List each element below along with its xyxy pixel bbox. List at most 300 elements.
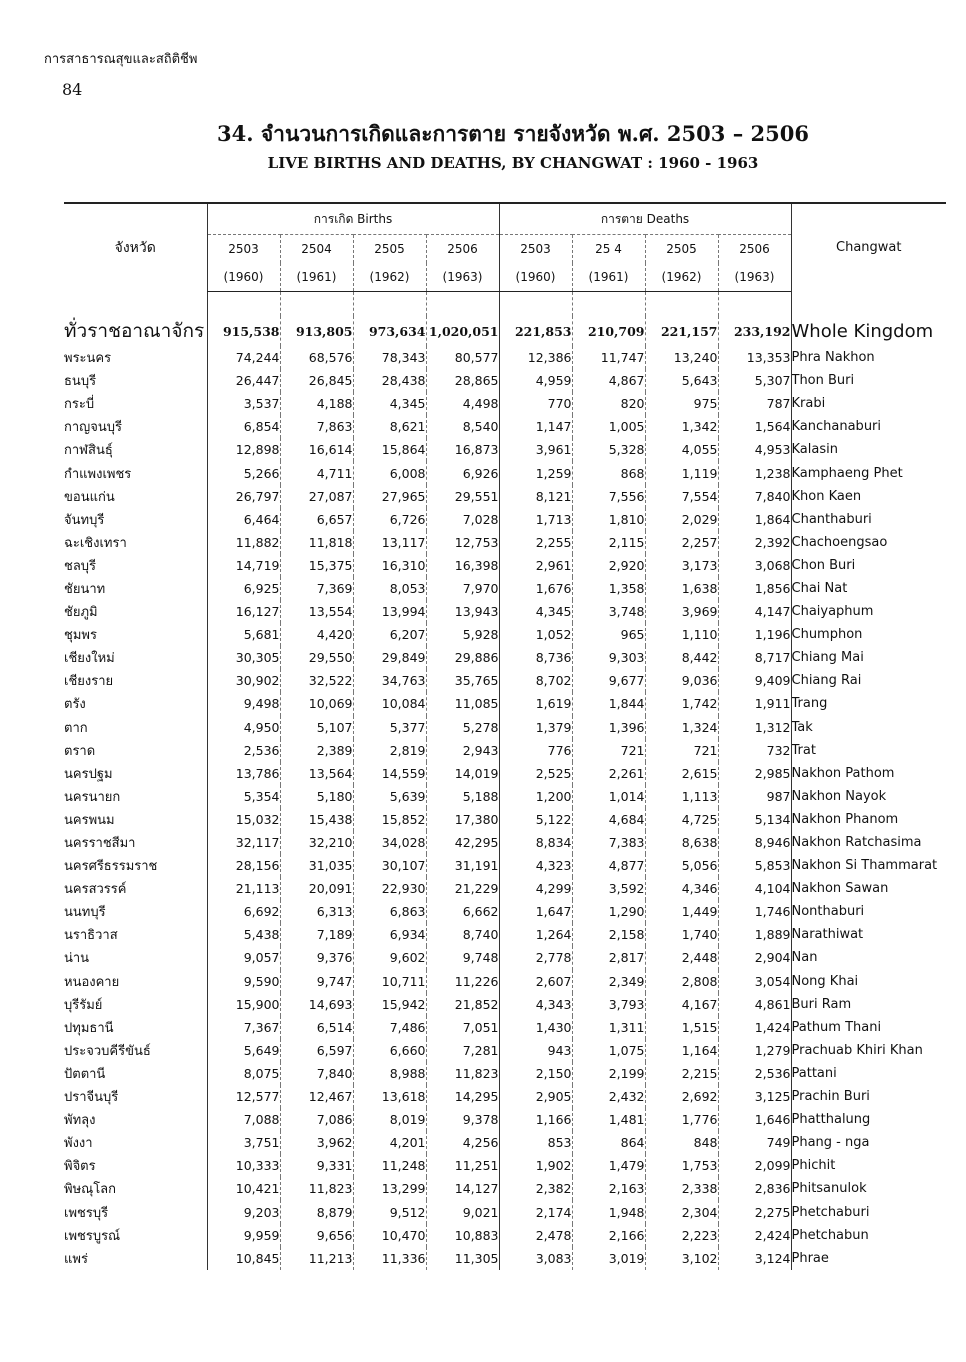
deaths-value: 4,343 xyxy=(499,993,572,1016)
births-value: 4,345 xyxy=(353,392,426,415)
births-value: 42,295 xyxy=(426,831,499,854)
deaths-value: 787 xyxy=(718,392,791,415)
births-value: 17,380 xyxy=(426,808,499,831)
deaths-value: 4,299 xyxy=(499,877,572,900)
year-be-header: 2503 xyxy=(499,235,572,264)
province-thai-name: กาฬสินธุ์ xyxy=(64,443,113,459)
table-row xyxy=(64,900,946,923)
province-thai-name: กระบี่ xyxy=(64,397,95,413)
births-value: 6,926 xyxy=(426,461,499,484)
deaths-value: 5,134 xyxy=(718,808,791,831)
deaths-value: 1,014 xyxy=(572,785,645,808)
changwat-english-name: Chaiyaphum xyxy=(791,600,946,623)
births-value: 10,845 xyxy=(207,1247,280,1270)
deaths-value: 749 xyxy=(718,1131,791,1154)
births-value: 15,864 xyxy=(353,438,426,461)
births-value: 10,883 xyxy=(426,1224,499,1247)
deaths-value: 848 xyxy=(645,1131,718,1154)
province-thai-name: กาญจนบุรี xyxy=(64,420,122,436)
deaths-value: 1,911 xyxy=(718,692,791,715)
deaths-value: 1,856 xyxy=(718,577,791,600)
table-row xyxy=(64,1016,946,1039)
province-thai-name: ขอนแก่น xyxy=(64,489,115,505)
year-ad-header: (1963) xyxy=(718,263,791,292)
table-row xyxy=(64,1154,946,1177)
changwat-english-name: Narathiwat xyxy=(791,923,946,946)
deaths-value: 2,099 xyxy=(718,1154,791,1177)
deaths-value: 1,740 xyxy=(645,923,718,946)
births-value: 10,333 xyxy=(207,1154,280,1177)
births-value: 9,331 xyxy=(280,1154,353,1177)
province-thai-name: เชียงใหม่ xyxy=(64,651,115,667)
table-header xyxy=(64,203,946,292)
deaths-value: 2,985 xyxy=(718,762,791,785)
deaths-value: 1,312 xyxy=(718,716,791,739)
births-value: 12,577 xyxy=(207,1085,280,1108)
year-ad-header: (1962) xyxy=(645,263,718,292)
births-value: 7,367 xyxy=(207,1016,280,1039)
births-value: 2,819 xyxy=(353,739,426,762)
births-value: 11,305 xyxy=(426,1247,499,1270)
deaths-value: 3,173 xyxy=(645,554,718,577)
deaths-value: 4,055 xyxy=(645,438,718,461)
deaths-value: 4,323 xyxy=(499,854,572,877)
table-row xyxy=(64,369,946,392)
births-value: 15,438 xyxy=(280,808,353,831)
province-thai-name: ตรัง xyxy=(64,697,86,713)
table-row xyxy=(64,785,946,808)
changwat-english-name: Prachuab Khiri Khan xyxy=(791,1039,946,1062)
changwat-header: Changwat xyxy=(791,203,946,292)
deaths-value: 13,240 xyxy=(645,346,718,369)
changwat-english-name: Krabi xyxy=(791,392,946,415)
province-thai-name: ทั่วราชอาณาจักร xyxy=(64,320,205,342)
changwat-english-name: Whole Kingdom xyxy=(791,316,946,346)
deaths-value: 3,748 xyxy=(572,600,645,623)
deaths-value: 210,709 xyxy=(572,316,645,346)
table-row xyxy=(64,1247,946,1270)
births-value: 9,747 xyxy=(280,970,353,993)
deaths-value: 1,379 xyxy=(499,716,572,739)
changwat-english-name: Phetchabun xyxy=(791,1224,946,1247)
deaths-value: 8,702 xyxy=(499,669,572,692)
deaths-value: 8,442 xyxy=(645,646,718,669)
table-row xyxy=(64,877,946,900)
births-value: 7,486 xyxy=(353,1016,426,1039)
births-value: 8,740 xyxy=(426,923,499,946)
deaths-value: 3,592 xyxy=(572,877,645,900)
changwat-english-name: Phrae xyxy=(791,1247,946,1270)
births-value: 9,959 xyxy=(207,1224,280,1247)
province-thai-name: ฉะเชิงเทรา xyxy=(64,535,127,551)
deaths-value: 2,215 xyxy=(645,1062,718,1085)
deaths-value: 9,677 xyxy=(572,669,645,692)
province-thai-name: จันทบุรี xyxy=(64,512,105,528)
births-value: 6,662 xyxy=(426,900,499,923)
births-value: 30,107 xyxy=(353,854,426,877)
province-thai-name: นครพนม xyxy=(64,812,115,828)
deaths-value: 4,959 xyxy=(499,369,572,392)
deaths-value: 2,392 xyxy=(718,531,791,554)
province-thai-name: ปัตตานี xyxy=(64,1066,106,1082)
births-value: 16,873 xyxy=(426,438,499,461)
deaths-value: 2,223 xyxy=(645,1224,718,1247)
changwat-english-name: Phang - nga xyxy=(791,1131,946,1154)
deaths-value: 721 xyxy=(572,739,645,762)
births-value: 28,438 xyxy=(353,369,426,392)
deaths-value: 2,432 xyxy=(572,1085,645,1108)
births-value: 8,621 xyxy=(353,415,426,438)
births-value: 7,970 xyxy=(426,577,499,600)
births-value: 5,377 xyxy=(353,716,426,739)
year-be-header: 25 4 xyxy=(572,235,645,264)
births-value: 8,879 xyxy=(280,1200,353,1223)
births-value: 11,336 xyxy=(353,1247,426,1270)
province-thai-name: เพชรบูรณ์ xyxy=(64,1228,121,1244)
births-value: 27,087 xyxy=(280,485,353,508)
births-value: 973,634 xyxy=(353,316,426,346)
deaths-value: 2,382 xyxy=(499,1177,572,1200)
table-row xyxy=(64,1108,946,1131)
province-thai-name: นนทบุรี xyxy=(64,905,106,921)
deaths-value: 2,692 xyxy=(645,1085,718,1108)
table-row xyxy=(64,923,946,946)
table-row xyxy=(64,577,946,600)
changwat-english-name: Trat xyxy=(791,739,946,762)
deaths-value: 721 xyxy=(645,739,718,762)
births-value: 11,226 xyxy=(426,970,499,993)
changwat-english-name: Nakhon Nayok xyxy=(791,785,946,808)
deaths-value: 1,264 xyxy=(499,923,572,946)
births-value: 15,032 xyxy=(207,808,280,831)
changwat-english-name: Chanthaburi xyxy=(791,508,946,531)
table-row xyxy=(64,1039,946,1062)
births-value: 2,536 xyxy=(207,739,280,762)
deaths-value: 9,036 xyxy=(645,669,718,692)
deaths-value: 3,054 xyxy=(718,970,791,993)
births-value: 8,540 xyxy=(426,415,499,438)
births-value: 31,191 xyxy=(426,854,499,877)
births-value: 14,693 xyxy=(280,993,353,1016)
births-value: 7,281 xyxy=(426,1039,499,1062)
changwat-english-name: Pathum Thani xyxy=(791,1016,946,1039)
deaths-value: 8,946 xyxy=(718,831,791,854)
table-row xyxy=(64,1200,946,1223)
births-value: 11,818 xyxy=(280,531,353,554)
births-value: 6,657 xyxy=(280,508,353,531)
deaths-value: 1,196 xyxy=(718,623,791,646)
changwat-english-name: Phitsanulok xyxy=(791,1177,946,1200)
births-value: 6,597 xyxy=(280,1039,353,1062)
deaths-value: 2,904 xyxy=(718,946,791,969)
deaths-value: 7,556 xyxy=(572,485,645,508)
births-value: 13,117 xyxy=(353,531,426,554)
births-value: 6,726 xyxy=(353,508,426,531)
births-value: 7,086 xyxy=(280,1108,353,1131)
births-value: 9,203 xyxy=(207,1200,280,1223)
deaths-value: 3,124 xyxy=(718,1247,791,1270)
deaths-value: 1,396 xyxy=(572,716,645,739)
births-value: 74,244 xyxy=(207,346,280,369)
province-thai-name: ปทุมธานี xyxy=(64,1020,114,1036)
births-value: 21,113 xyxy=(207,877,280,900)
births-value: 5,649 xyxy=(207,1039,280,1062)
deaths-value: 9,303 xyxy=(572,646,645,669)
province-thai-name: พระนคร xyxy=(64,351,112,367)
deaths-value: 221,853 xyxy=(499,316,572,346)
births-value: 5,928 xyxy=(426,623,499,646)
deaths-value: 3,793 xyxy=(572,993,645,1016)
province-thai-name: ธนบุรี xyxy=(64,374,97,390)
changwat-english-name: Chiang Rai xyxy=(791,669,946,692)
births-value: 5,354 xyxy=(207,785,280,808)
deaths-value: 3,969 xyxy=(645,600,718,623)
deaths-value: 1,324 xyxy=(645,716,718,739)
deaths-value: 1,746 xyxy=(718,900,791,923)
table-row xyxy=(64,993,946,1016)
province-thai-name: นครราชสีมา xyxy=(64,836,136,852)
deaths-value: 1,676 xyxy=(499,577,572,600)
deaths-value: 965 xyxy=(572,623,645,646)
changwat-english-name: Nakhon Si Thammarat xyxy=(791,854,946,877)
deaths-value: 2,115 xyxy=(572,531,645,554)
births-value: 9,590 xyxy=(207,970,280,993)
changwat-english-name: Chiang Mai xyxy=(791,646,946,669)
changwat-english-name: Khon Kaen xyxy=(791,485,946,508)
births-value: 22,930 xyxy=(353,877,426,900)
births-value: 30,305 xyxy=(207,646,280,669)
births-value: 13,943 xyxy=(426,600,499,623)
changwat-english-name: Phichit xyxy=(791,1154,946,1177)
deaths-value: 8,834 xyxy=(499,831,572,854)
year-be-header: 2504 xyxy=(280,235,353,264)
whole-kingdom-row xyxy=(64,316,946,346)
deaths-value: 2,163 xyxy=(572,1177,645,1200)
province-thai-name: พิษณุโลก xyxy=(64,1182,117,1198)
births-value: 915,538 xyxy=(207,316,280,346)
deaths-value: 2,808 xyxy=(645,970,718,993)
province-th-header: จังหวัด xyxy=(64,203,207,292)
births-value: 6,464 xyxy=(207,508,280,531)
deaths-value: 1,902 xyxy=(499,1154,572,1177)
deaths-value: 1,889 xyxy=(718,923,791,946)
province-thai-name: น่าน xyxy=(64,951,90,967)
deaths-value: 2,961 xyxy=(499,554,572,577)
births-value: 4,711 xyxy=(280,461,353,484)
births-value: 6,925 xyxy=(207,577,280,600)
changwat-english-name: Kalasin xyxy=(791,438,946,461)
births-value: 32,522 xyxy=(280,669,353,692)
year-be-header: 2505 xyxy=(645,235,718,264)
births-value: 27,965 xyxy=(353,485,426,508)
births-value: 15,852 xyxy=(353,808,426,831)
births-value: 29,886 xyxy=(426,646,499,669)
deaths-value: 2,424 xyxy=(718,1224,791,1247)
births-value: 15,900 xyxy=(207,993,280,1016)
deaths-value: 1,052 xyxy=(499,623,572,646)
births-value: 11,823 xyxy=(426,1062,499,1085)
births-value: 9,602 xyxy=(353,946,426,969)
deaths-value: 8,736 xyxy=(499,646,572,669)
births-value: 9,376 xyxy=(280,946,353,969)
births-value: 32,210 xyxy=(280,831,353,854)
births-value: 11,213 xyxy=(280,1247,353,1270)
deaths-value: 233,192 xyxy=(718,316,791,346)
births-value: 12,467 xyxy=(280,1085,353,1108)
births-value: 7,028 xyxy=(426,508,499,531)
births-value: 7,189 xyxy=(280,923,353,946)
deaths-value: 2,150 xyxy=(499,1062,572,1085)
deaths-value: 8,717 xyxy=(718,646,791,669)
province-thai-name: พัทลุง xyxy=(64,1113,96,1129)
births-value: 5,438 xyxy=(207,923,280,946)
province-thai-name: นครปฐม xyxy=(64,766,113,782)
births-value: 11,251 xyxy=(426,1154,499,1177)
births-value: 13,786 xyxy=(207,762,280,785)
deaths-value: 2,536 xyxy=(718,1062,791,1085)
changwat-english-name: Phra Nakhon xyxy=(791,346,946,369)
deaths-value: 4,867 xyxy=(572,369,645,392)
table-title-english: LIVE BIRTHS AND DEATHS, BY CHANGWAT : 1960 - 1963 xyxy=(267,154,759,172)
deaths-value: 1,119 xyxy=(645,461,718,484)
deaths-value: 853 xyxy=(499,1131,572,1154)
births-value: 20,091 xyxy=(280,877,353,900)
deaths-value: 4,167 xyxy=(645,993,718,1016)
year-be-header: 2503 xyxy=(207,235,280,264)
deaths-value: 1,810 xyxy=(572,508,645,531)
births-value: 3,962 xyxy=(280,1131,353,1154)
deaths-value: 2,275 xyxy=(718,1200,791,1223)
deaths-value: 1,430 xyxy=(499,1016,572,1039)
deaths-value: 3,102 xyxy=(645,1247,718,1270)
deaths-value: 2,920 xyxy=(572,554,645,577)
table-row xyxy=(64,669,946,692)
births-value: 28,156 xyxy=(207,854,280,877)
deaths-value: 2,349 xyxy=(572,970,645,993)
table-row xyxy=(64,1131,946,1154)
province-thai-name: พังงา xyxy=(64,1136,93,1152)
births-value: 68,576 xyxy=(280,346,353,369)
changwat-english-name: Chai Nat xyxy=(791,577,946,600)
births-value: 6,934 xyxy=(353,923,426,946)
province-thai-name: นครสวรรค์ xyxy=(64,882,127,898)
births-value: 16,310 xyxy=(353,554,426,577)
births-group-header: การเกิด Births xyxy=(207,203,499,235)
table-row xyxy=(64,739,946,762)
deaths-value: 1,238 xyxy=(718,461,791,484)
province-thai-name: ชัยนาท xyxy=(64,581,106,597)
births-value: 13,299 xyxy=(353,1177,426,1200)
table-row xyxy=(64,485,946,508)
deaths-value: 3,083 xyxy=(499,1247,572,1270)
table-row xyxy=(64,531,946,554)
table-row xyxy=(64,1085,946,1108)
table-row xyxy=(64,762,946,785)
changwat-english-name: Phetchaburi xyxy=(791,1200,946,1223)
births-value: 9,748 xyxy=(426,946,499,969)
deaths-value: 1,515 xyxy=(645,1016,718,1039)
changwat-english-name: Tak xyxy=(791,716,946,739)
deaths-value: 1,481 xyxy=(572,1108,645,1131)
deaths-value: 1,113 xyxy=(645,785,718,808)
deaths-value: 2,304 xyxy=(645,1200,718,1223)
deaths-value: 1,564 xyxy=(718,415,791,438)
births-value: 8,019 xyxy=(353,1108,426,1131)
deaths-value: 1,713 xyxy=(499,508,572,531)
table-title-thai: 34. จำนวนการเกิดและการตาย รายจังหวัด พ.ศ. 2503 – 2506 xyxy=(217,121,809,146)
births-value: 12,898 xyxy=(207,438,280,461)
table-row xyxy=(64,808,946,831)
changwat-english-name: Kamphaeng Phet xyxy=(791,461,946,484)
births-value: 4,420 xyxy=(280,623,353,646)
deaths-value: 2,174 xyxy=(499,1200,572,1223)
province-thai-name: บุรีรัมย์ xyxy=(64,997,103,1013)
births-value: 10,421 xyxy=(207,1177,280,1200)
deaths-value: 12,386 xyxy=(499,346,572,369)
deaths-value: 13,353 xyxy=(718,346,791,369)
table-row xyxy=(64,831,946,854)
deaths-value: 2,615 xyxy=(645,762,718,785)
deaths-value: 1,638 xyxy=(645,577,718,600)
changwat-english-name: Chon Buri xyxy=(791,554,946,577)
deaths-value: 2,029 xyxy=(645,508,718,531)
births-value: 13,564 xyxy=(280,762,353,785)
deaths-value: 5,853 xyxy=(718,854,791,877)
changwat-english-name: Nakhon Pathom xyxy=(791,762,946,785)
births-value: 12,753 xyxy=(426,531,499,554)
deaths-value: 1,776 xyxy=(645,1108,718,1131)
deaths-value: 3,961 xyxy=(499,438,572,461)
deaths-value: 1,164 xyxy=(645,1039,718,1062)
province-thai-name: แพร่ xyxy=(64,1251,88,1267)
births-value: 5,107 xyxy=(280,716,353,739)
births-value: 32,117 xyxy=(207,831,280,854)
deaths-value: 732 xyxy=(718,739,791,762)
table-row xyxy=(64,946,946,969)
deaths-value: 864 xyxy=(572,1131,645,1154)
births-value: 10,084 xyxy=(353,692,426,715)
province-thai-name: ชุมพร xyxy=(64,628,97,644)
births-value: 29,550 xyxy=(280,646,353,669)
deaths-value: 7,554 xyxy=(645,485,718,508)
deaths-value: 1,449 xyxy=(645,900,718,923)
births-value: 31,035 xyxy=(280,854,353,877)
deaths-value: 4,877 xyxy=(572,854,645,877)
deaths-value: 776 xyxy=(499,739,572,762)
year-ad-header: (1960) xyxy=(207,263,280,292)
births-value: 30,902 xyxy=(207,669,280,692)
deaths-value: 4,684 xyxy=(572,808,645,831)
deaths-value: 5,643 xyxy=(645,369,718,392)
changwat-english-name: Prachin Buri xyxy=(791,1085,946,1108)
table-row xyxy=(64,415,946,438)
deaths-value: 2,255 xyxy=(499,531,572,554)
province-thai-name: หนองคาย xyxy=(64,974,120,990)
changwat-english-name: Kanchanaburi xyxy=(791,415,946,438)
births-value: 5,266 xyxy=(207,461,280,484)
province-thai-name: นครนายก xyxy=(64,789,121,805)
births-value: 4,498 xyxy=(426,392,499,415)
province-thai-name: พิจิตร xyxy=(64,1159,96,1175)
deaths-value: 1,075 xyxy=(572,1039,645,1062)
births-value: 6,514 xyxy=(280,1016,353,1039)
deaths-value: 4,861 xyxy=(718,993,791,1016)
year-ad-header: (1963) xyxy=(426,263,499,292)
deaths-value: 5,122 xyxy=(499,808,572,831)
births-value: 6,207 xyxy=(353,623,426,646)
births-value: 29,551 xyxy=(426,485,499,508)
deaths-value: 5,328 xyxy=(572,438,645,461)
